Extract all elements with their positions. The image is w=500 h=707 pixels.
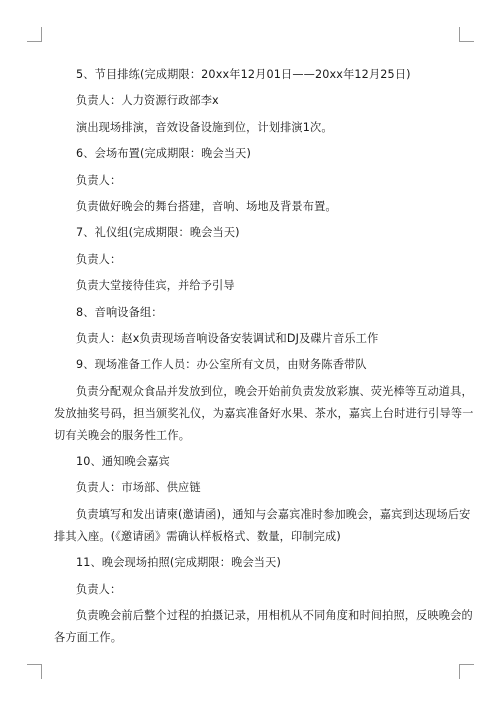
section-heading-audio: 8、音响设备组： [76, 305, 163, 319]
responsible-person: 负责人： [76, 173, 122, 187]
document-body [54, 64, 474, 653]
paragraph-line: 发放抽奖号码，担当颁奖礼仪，为嘉宾准备好水果、茶水，嘉宾上台时进行引导等一 [54, 406, 474, 420]
task-description [54, 605, 473, 649]
task-description: 负责做好晚会的舞台搭建，音响、场地及背景布置。 [76, 199, 337, 213]
paragraph-line: 负责分配观众食品并发放到位，晚会开始前负责发放彩旗、荧光棒等互动道具， [76, 384, 473, 398]
crop-mark-bottom-right [459, 664, 474, 679]
crop-mark-top-left [27, 27, 42, 42]
crop-mark-top-right [459, 27, 474, 42]
paragraph-line: 各方面工作。 [54, 631, 123, 645]
responsible-person: 负责人： [76, 252, 122, 266]
responsible-person: 负责人：人力资源行政部李x [76, 94, 219, 108]
section-heading-staff: 9、现场准备工作人员：办公室所有文员，由财务陈香带队 [76, 358, 367, 372]
paragraph-line: 排其入座。(《邀请函》需确认样板格式、数量，印制完成) [54, 529, 341, 543]
section-heading-etiquette: 7、礼仪组(完成期限：晚会当天) [76, 226, 240, 240]
paragraph-line: 负责晚会前后整个过程的拍摄记录，用相机从不同角度和时间拍照，反映晚会的 [76, 609, 473, 623]
responsible-person: 负责人：市场部、供应链 [76, 481, 201, 495]
task-description: 演出现场排演，音效设备设施到位，计划排演1次。 [76, 120, 333, 134]
responsible-person: 负责人：赵x负责现场音响设备安装调试和DJ及碟片音乐工作 [76, 331, 379, 345]
responsible-person: 负责人： [76, 582, 122, 596]
crop-mark-bottom-left [27, 664, 42, 679]
task-description [54, 504, 471, 548]
task-description [54, 381, 474, 447]
paragraph-line: 切有关晚会的服务性工作。 [54, 428, 191, 442]
section-heading-venue: 6、会场布置(完成期限：晚会当天) [76, 147, 252, 161]
task-description: 负责大堂接待佳宾，并给予引导 [76, 279, 235, 293]
section-heading-guests: 10、通知晚会嘉宾 [76, 455, 170, 469]
section-heading-photography: 11、晚会现场拍照(完成期限：晚会当天) [76, 556, 281, 570]
paragraph-line: 负责填写和发出请柬(邀请函)，通知与会嘉宾准时参加晚会，嘉宾到达现场后安 [76, 507, 471, 521]
section-heading-rehearsal: 5、节目排练(完成期限：20xx年12月01日——20xx年12月25日) [76, 68, 411, 81]
